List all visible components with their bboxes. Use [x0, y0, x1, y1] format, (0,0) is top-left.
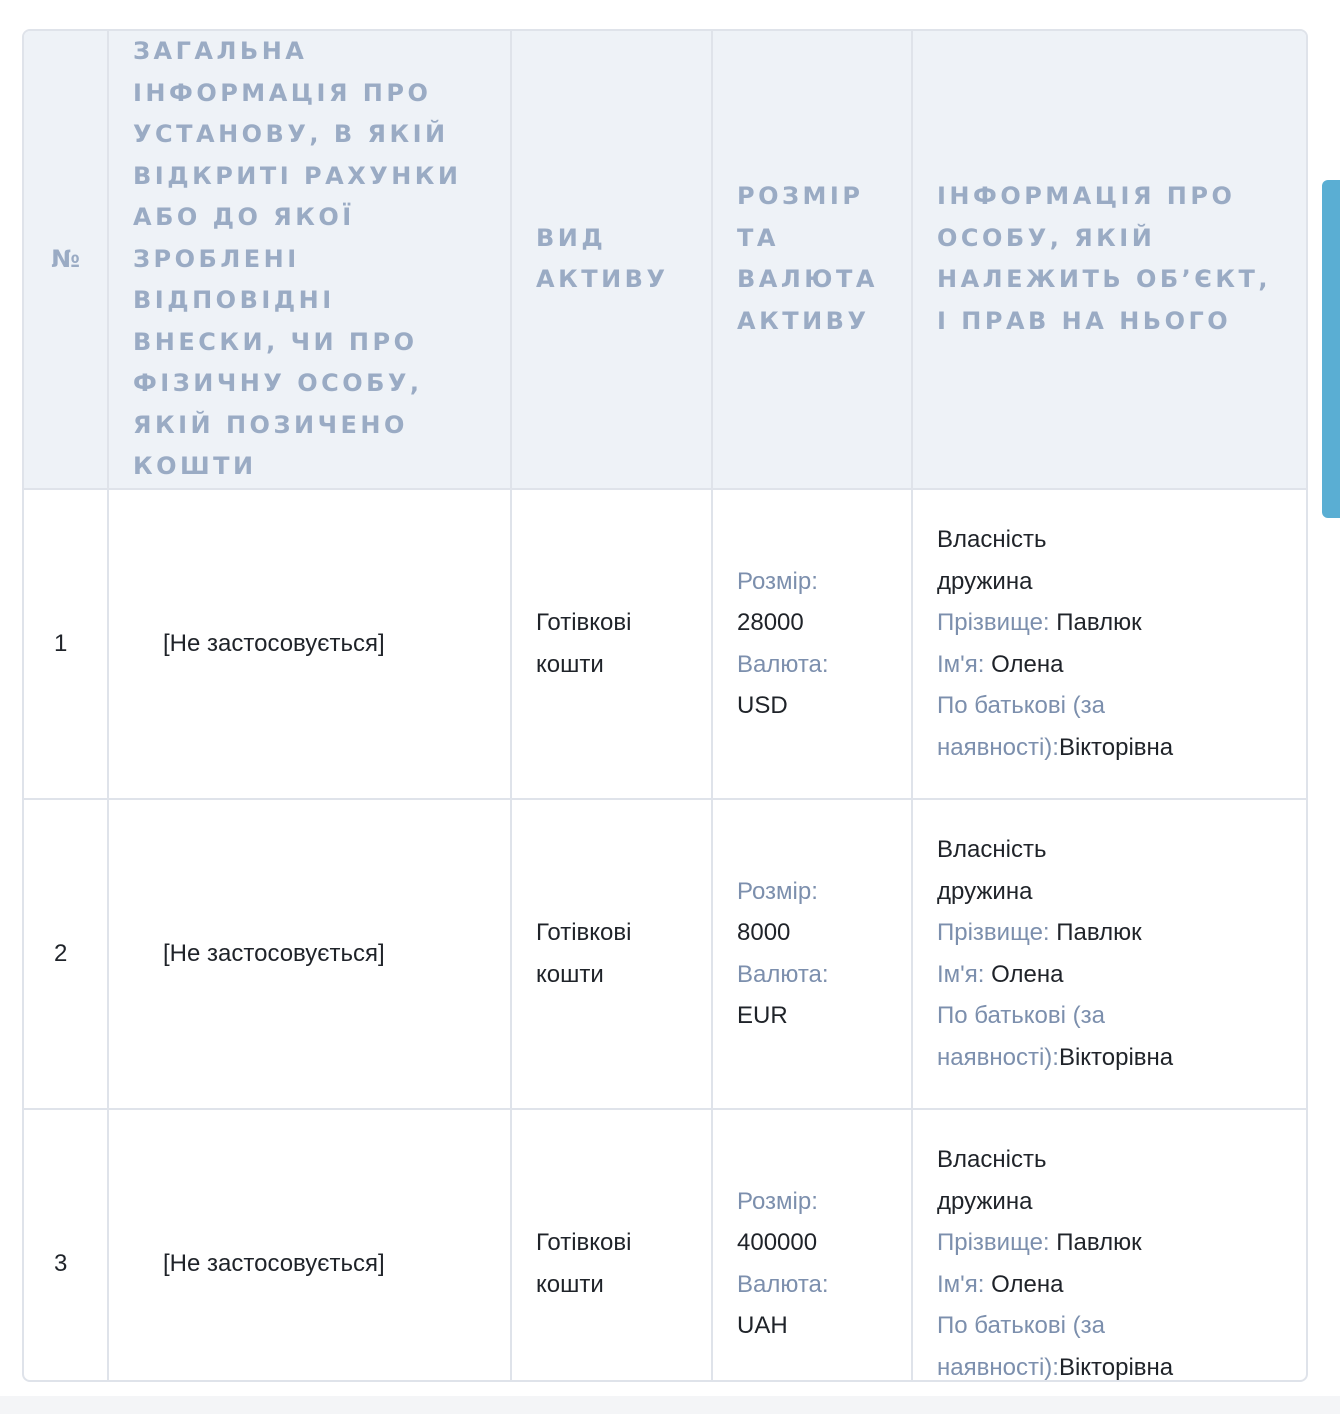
- table-row: [23, 489, 1308, 799]
- name-value: Олена: [991, 650, 1064, 678]
- row-institution: [Не застосовується]: [108, 1109, 511, 1383]
- ownership-type: Власність: [937, 526, 1047, 553]
- row-number: 1: [23, 489, 108, 799]
- row-number: 3: [23, 1109, 108, 1383]
- name-label: Ім'я:: [937, 650, 985, 678]
- owner-relation: дружина: [937, 877, 1033, 905]
- surname-value: Павлюк: [1056, 919, 1142, 946]
- name-label: Ім'я:: [937, 1270, 985, 1298]
- header-row: [23, 30, 1308, 489]
- row-institution: [Не застосовується]: [108, 489, 511, 799]
- name-value: Олена: [991, 960, 1064, 988]
- currency-label: Валюта:: [737, 1270, 829, 1298]
- row-institution: [Не застосовується]: [108, 799, 511, 1109]
- header-number: №: [23, 30, 108, 489]
- currency-value: UAH: [737, 1312, 788, 1339]
- currency-label: Валюта:: [737, 650, 829, 678]
- surname-value: Павлюк: [1056, 609, 1142, 636]
- ownership-type: Власність: [937, 836, 1047, 863]
- currency-value: USD: [737, 692, 788, 719]
- table-body: [23, 489, 1308, 1383]
- size-value: 8000: [737, 919, 791, 946]
- name-label: Ім'я:: [937, 960, 985, 988]
- patronymic-label: По батькові (за наявності):: [937, 692, 1105, 761]
- row-asset-type: Готівкові кошти: [511, 489, 712, 799]
- patronymic-label: По батькові (за наявності):: [937, 1002, 1105, 1071]
- patronymic-value: Вікторівна: [1058, 1353, 1174, 1381]
- header-size-currency: РОЗМІР ТА ВАЛЮТА АКТИВУ: [712, 30, 912, 489]
- owner-relation: дружина: [937, 1187, 1033, 1215]
- table-row: [23, 799, 1308, 1109]
- assets-table-container: [22, 29, 1308, 1382]
- patronymic-label: По батькові (за наявності):: [937, 1312, 1105, 1381]
- side-feedback-tab[interactable]: [1322, 180, 1340, 518]
- size-value: 400000: [737, 1229, 818, 1256]
- header-owner-info: ІНФОРМАЦІЯ ПРО ОСОБУ, ЯКІЙ НАЛЕЖИТЬ ОБ’ЄКТ, І ПРАВ НА НЬОГО: [912, 30, 1308, 489]
- size-label: Розмір:: [737, 567, 818, 595]
- table-header: [23, 30, 1308, 489]
- row-asset-type: Готівкові кошти: [511, 1109, 712, 1383]
- page-bottom-strip: [0, 1396, 1340, 1414]
- row-owner-info: [912, 799, 1308, 1109]
- row-number: 2: [23, 799, 108, 1109]
- size-value: 28000: [737, 609, 804, 636]
- row-size-currency: [712, 489, 912, 799]
- surname-label: Прізвище:: [937, 919, 1050, 946]
- currency-label: Валюта:: [737, 960, 829, 988]
- row-size-currency: [712, 1109, 912, 1383]
- currency-value: EUR: [737, 1002, 788, 1029]
- surname-label: Прізвище:: [937, 1229, 1050, 1256]
- header-asset-type: ВИД АКТИВУ: [511, 30, 712, 489]
- surname-label: Прізвище:: [937, 609, 1050, 636]
- ownership-type: Власність: [937, 1146, 1047, 1173]
- row-asset-type: Готівкові кошти: [511, 799, 712, 1109]
- size-label: Розмір:: [737, 1187, 818, 1215]
- owner-relation: дружина: [937, 567, 1033, 595]
- row-owner-info: [912, 489, 1308, 799]
- row-owner-info: [912, 1109, 1308, 1383]
- name-value: Олена: [991, 1270, 1064, 1298]
- assets-table: [22, 29, 1308, 1382]
- patronymic-value: Вікторівна: [1058, 733, 1174, 761]
- surname-value: Павлюк: [1056, 1229, 1142, 1256]
- row-size-currency: [712, 799, 912, 1109]
- patronymic-value: Вікторівна: [1058, 1043, 1174, 1071]
- size-label: Розмір:: [737, 877, 818, 905]
- table-row: [23, 1109, 1308, 1383]
- header-institution: ЗАГАЛЬНА ІНФОРМАЦІЯ ПРО УСТАНОВУ, В ЯКІЙ ВІДКРИТІ РАХУНКИ АБО ДО ЯКОЇ ЗРОБЛЕНІ ВІДПОВІДНІ ВНЕСКИ, ЧИ ПРО ФІЗИЧНУ ОСОБУ, ЯКІЙ ПОЗИЧЕНО КОШТИ: [108, 30, 511, 489]
